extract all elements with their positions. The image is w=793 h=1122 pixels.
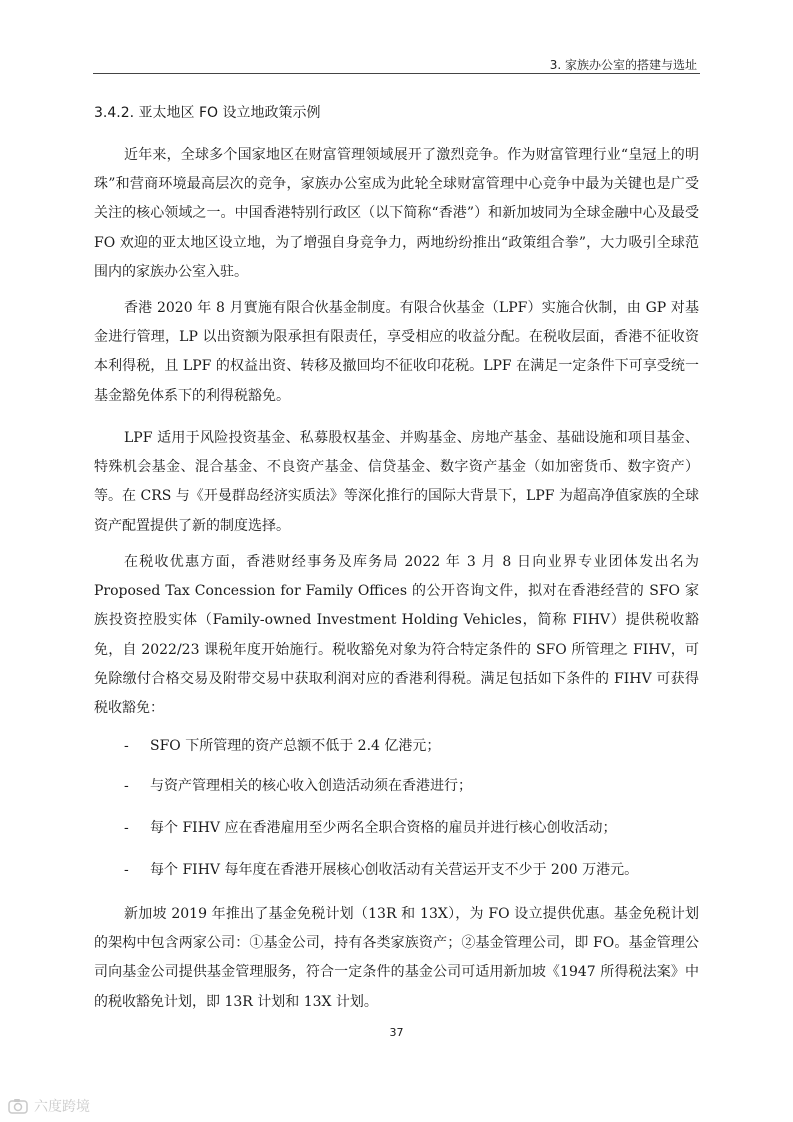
paragraph-intro: 近年来，全球多个国家地区在财富管理领域展开了激烈竞争。作为财富管理行业“皇冠上的明珠”和营商环境最高层次的竞争，家族办公室成为此轮全球财富管理中心竞争中最为关键也是广受关注的核心领域之一。中国香港特别行政区（以下简称“香港”）和新加坡同为全球金融中心及最受 FO 欢迎的亚太地区设立地，为了增强自身竞争力，两地纷纷推出“政策组合拳”，大力吸引全球范围内的家族办公室入驻。 [94,147,699,280]
paragraph-singapore: 新加坡 2019 年推出了基金免税计划（13R 和 13X），为 FO 设立提供优惠。基金免税计划的架构中包含两家公司：①基金公司，持有各类家族资产；②基金管理公司，即 FO。基金管理公司向基金公司提供基金管理服务，符合一定条件的基金公司可适用新加坡《1947 所得税法案》中的税收豁免计划，即 13R 计划和 13X 计划。 [94,906,699,1010]
watermark-text: 六度跨境 [34,1099,90,1115]
list-item-text: 与资产管理相关的核心收入创造活动须在香港进行； [150,778,472,794]
bullet-marker: - [124,862,129,878]
list-item-text: 每个 FIHV 每年度在香港开展核心创收活动有关营运开支不少于 200 万港元。 [150,862,639,878]
list-item-text: SFO 下所管理的资产总额不低于 2.4 亿港元； [150,738,441,754]
paragraph-lpf-scope: LPF 适用于风险投资基金、私募股权基金、并购基金、房地产基金、基础设施和项目基金、特殊机会基金、混合基金、不良资产基金、信贷基金、数字资产基金（如加密货币、数字资产）等。在 CRS 与《开曼群岛经济实质法》等深化推行的国际大背景下，LPF 为超高净值家族的全球资产配置提供了新的制度选择。 [94,430,699,534]
list-item-text: 每个 FIHV 应在香港雇用至少两名全职合资格的雇员并进行核心创收活动； [150,820,617,836]
bullet-marker: - [124,778,129,794]
paragraph-hk-lpf: 香港 2020 年 8 月實施有限合伙基金制度。有限合伙基金（LPF）实施合伙制，由 GP 对基金进行管理，LP 以出资额为限承担有限责任，享受相应的收益分配。在税收层面，香港不征收资本利得税，且 LPF 的权益出资、转移及撤回均不征收印花税。LPF 在满足一定条件下可享受统一基金豁免体系下的利得税豁免。 [94,300,699,404]
bullet-marker: - [124,820,129,836]
header-divider [93,73,700,74]
paragraph-tax-concession: 在税收优惠方面，香港财经事务及库务局 2022 年 3 月 8 日向业界专业团体发出名为 Proposed Tax Concession for Family Offices 的公开咨询文件，拟对在香港经营的 SFO 家族投资控股实体（Family-owned Investment Holding Vehicles，简称 FIHV）提供税收豁免，自 2022/23 课税年度开始施行。税收豁免对象为符合特定条件的 SFO 所管理之 FIHV，可免除缴付合格交易及附带交易中获取利润对应的香港利得税。满足包括如下条件的 FIHV 可获得税收豁免： [94,554,699,717]
bullet-marker: - [124,738,129,754]
section-heading: 3.4.2. 亚太地区 FO 设立地政策示例 [94,105,321,121]
watermark [8,1096,90,1116]
page-number: 37 [389,1026,404,1039]
camera-logo-icon [8,1098,30,1114]
running-header: 3. 家族办公室的搭建与选址 [549,58,697,72]
